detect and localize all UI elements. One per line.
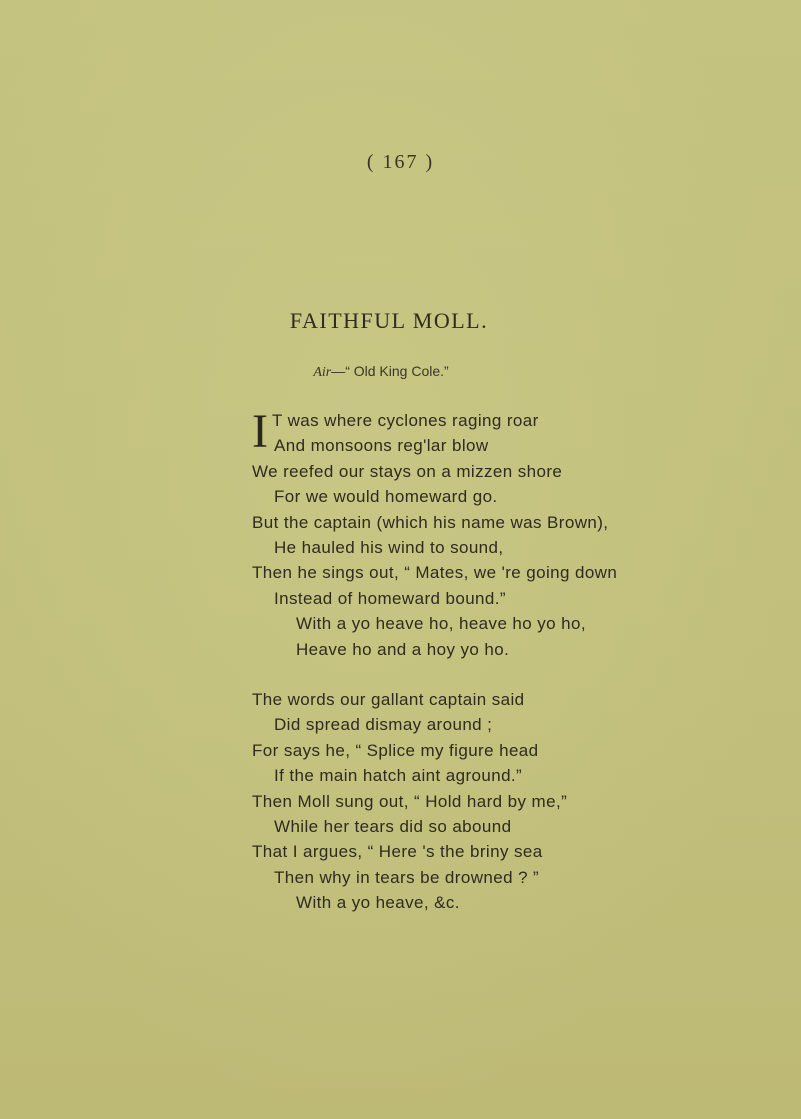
- poem-line: While her tears did so abound: [274, 817, 512, 837]
- poem-line: For we would homeward go.: [274, 487, 498, 507]
- air-tune: “ Old King Cole.”: [345, 363, 449, 379]
- poem-line: We reefed our stays on a mizzen shore: [252, 461, 563, 481]
- poem-body: [252, 405, 772, 916]
- air-dash: —: [331, 363, 346, 379]
- poem-line: Instead of homeward bound.”: [274, 588, 506, 608]
- page-number: ( 167 ): [366, 151, 435, 173]
- poem-line: But the captain (which his name was Brown),: [252, 512, 609, 532]
- poem-line: Heave ho and a hoy yo ho.: [296, 639, 510, 659]
- poem-line: He hauled his wind to sound,: [274, 537, 504, 557]
- poem-line: That I argues, “ Here 's the briny sea: [252, 842, 543, 862]
- poem-line: If the main hatch aint aground.”: [274, 766, 523, 786]
- poem-line: With a yo heave, &c.: [296, 893, 460, 913]
- poem-line: Did spread dismay around ;: [274, 715, 493, 735]
- poem-line: Then Moll sung out, “ Hold hard by me,”: [252, 791, 568, 811]
- air-line: [0, 363, 762, 381]
- poem-line: The words our gallant captain said: [252, 690, 525, 710]
- poem-line: For says he, “ Splice my figure head: [252, 740, 539, 760]
- poem-line: With a yo heave ho, heave ho yo ho,: [296, 614, 586, 634]
- poem-line: T was where cyclones raging roar: [272, 411, 539, 430]
- poem-line: Then why in tears be drowned ? ”: [274, 867, 540, 887]
- poem-line: And monsoons reg'lar blow: [274, 436, 489, 456]
- stanza-gap: [252, 662, 772, 687]
- drop-cap: I: [252, 405, 268, 458]
- air-label: Air: [313, 365, 332, 380]
- poem-title: FAITHFUL MOLL.: [289, 308, 489, 333]
- poem-line: Then he sings out, “ Mates, we 're going down: [252, 563, 618, 583]
